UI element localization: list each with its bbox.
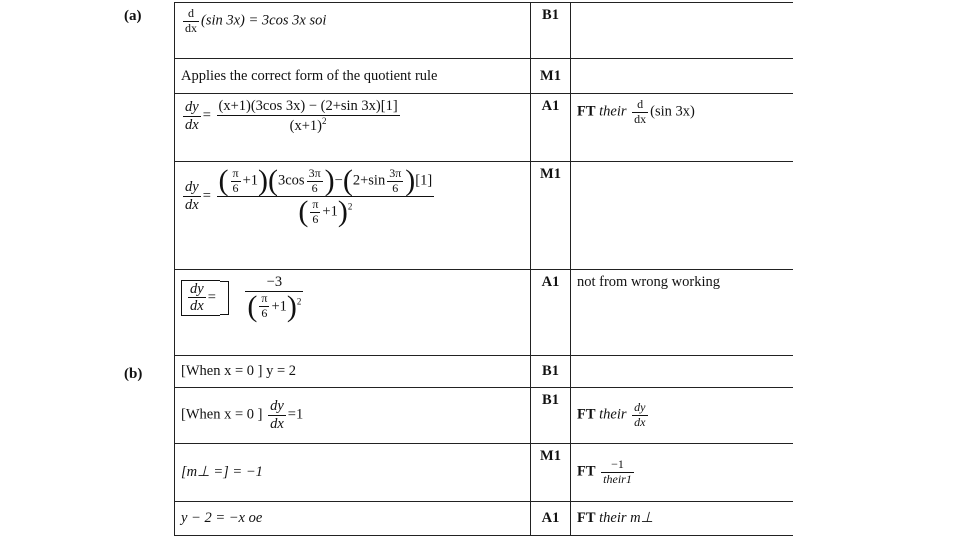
guidance-cell — [571, 162, 793, 270]
fraction: −3 ( $\frac{\pi}{6}$ +1)$^2$ — [247, 274, 302, 323]
fraction: $\frac{(x+1)(3\cos 3x) - (2+\sin 3x)[1]}{(x+1)^2}$ — [218, 98, 398, 134]
answer-cell — [175, 3, 531, 59]
guidance-cell: FT $\frac{-1}{\text{their1}}$ — [571, 444, 793, 502]
table-row — [175, 356, 793, 388]
answer-cell: $\frac{dy}{dx}$ = ( $\frac{\pi}{6}$ +1)(3cos $\frac{3\pi}{6}$ )−(2+sin $\frac{3\pi}{6}$ )[1] ( $\frac{\pi}{6}$ +1)$^2$ — [175, 162, 531, 270]
fraction: $\frac{dy}{dx}$ — [270, 398, 284, 432]
mark-cell: A1 — [531, 502, 571, 536]
guidance-cell — [571, 3, 793, 59]
answer-text: (sin 3x) = 3cos 3x soi — [201, 12, 327, 29]
mark-cell: B1 — [531, 3, 571, 59]
table-row — [175, 444, 793, 502]
table-row — [175, 94, 793, 162]
mark-cell: M1 — [531, 444, 571, 502]
answer-text: y − 2 = −x oe — [181, 510, 263, 526]
mark-scheme-table — [174, 2, 793, 536]
mark-cell: A1 — [531, 94, 571, 162]
answer-cell: [When x = 0 ] $\frac{dy}{dx}$ =1 — [175, 388, 531, 444]
part-a-label: (a) — [124, 8, 142, 24]
mark-cell: A1 — [531, 270, 571, 356]
mark-cell: B1 — [531, 388, 571, 444]
answer-cell — [175, 502, 531, 536]
part-b-label: (b) — [124, 366, 143, 382]
mark-cell: M1 — [531, 162, 571, 270]
mark-cell: M1 — [531, 59, 571, 94]
answer-text: [m⊥ =] = −1 — [181, 464, 263, 480]
fraction: $\frac{d}{dx}$ — [185, 6, 197, 35]
guidance-cell — [571, 59, 793, 94]
mark-cell: B1 — [531, 356, 571, 388]
answer-text: [When x = 0 ] y = 2 — [181, 363, 297, 379]
fraction: $\frac{dy}{dx}$ — [185, 98, 199, 133]
answer-cell — [175, 59, 531, 94]
answer-cell — [175, 356, 531, 388]
guidance-cell: FT their $\frac{d}{dx}$ (sin 3x) — [571, 94, 793, 162]
bracket: $\frac{dy}{dx}$ = — [181, 280, 220, 316]
answer-cell: $\frac{dy}{dx}$ = $\frac{(x+1)(3\cos 3x) - (2+\sin 3x)[1]}{(x+1)^2}$ — [175, 94, 531, 162]
guidance-text: not from wrong working — [577, 274, 720, 290]
guidance-cell: FT their $\frac{dy}{dx}$ — [571, 388, 793, 444]
answer-cell — [175, 444, 531, 502]
fraction: $\frac{dy}{dx}$ — [190, 280, 204, 315]
fraction: ( $\frac{\pi}{6}$ +1)(3cos $\frac{3\pi}{6}$ )−(2+sin $\frac{3\pi}{6}$ )[1] ( $\frac{\pi}{6}$ +1)$^2$ — [218, 164, 433, 228]
answer-cell — [175, 270, 531, 356]
guidance-cell: FT their m⊥ — [571, 502, 793, 536]
table-row — [175, 388, 793, 444]
fraction: $\frac{dy}{dx}$ — [185, 179, 199, 213]
table-row — [175, 162, 793, 270]
fraction: $\frac{-1}{\text{their1}}$ — [603, 457, 632, 486]
table-row — [175, 3, 793, 59]
table-row — [175, 59, 793, 94]
guidance-cell — [571, 356, 793, 388]
answer-text: Applies the correct form of the quotient rule — [181, 67, 438, 84]
table-row — [175, 270, 793, 356]
fraction: $\frac{d}{dx}$ — [634, 97, 647, 126]
table-row — [175, 502, 793, 536]
guidance-cell — [571, 270, 793, 356]
fraction: $\frac{dy}{dx}$ — [634, 400, 646, 429]
